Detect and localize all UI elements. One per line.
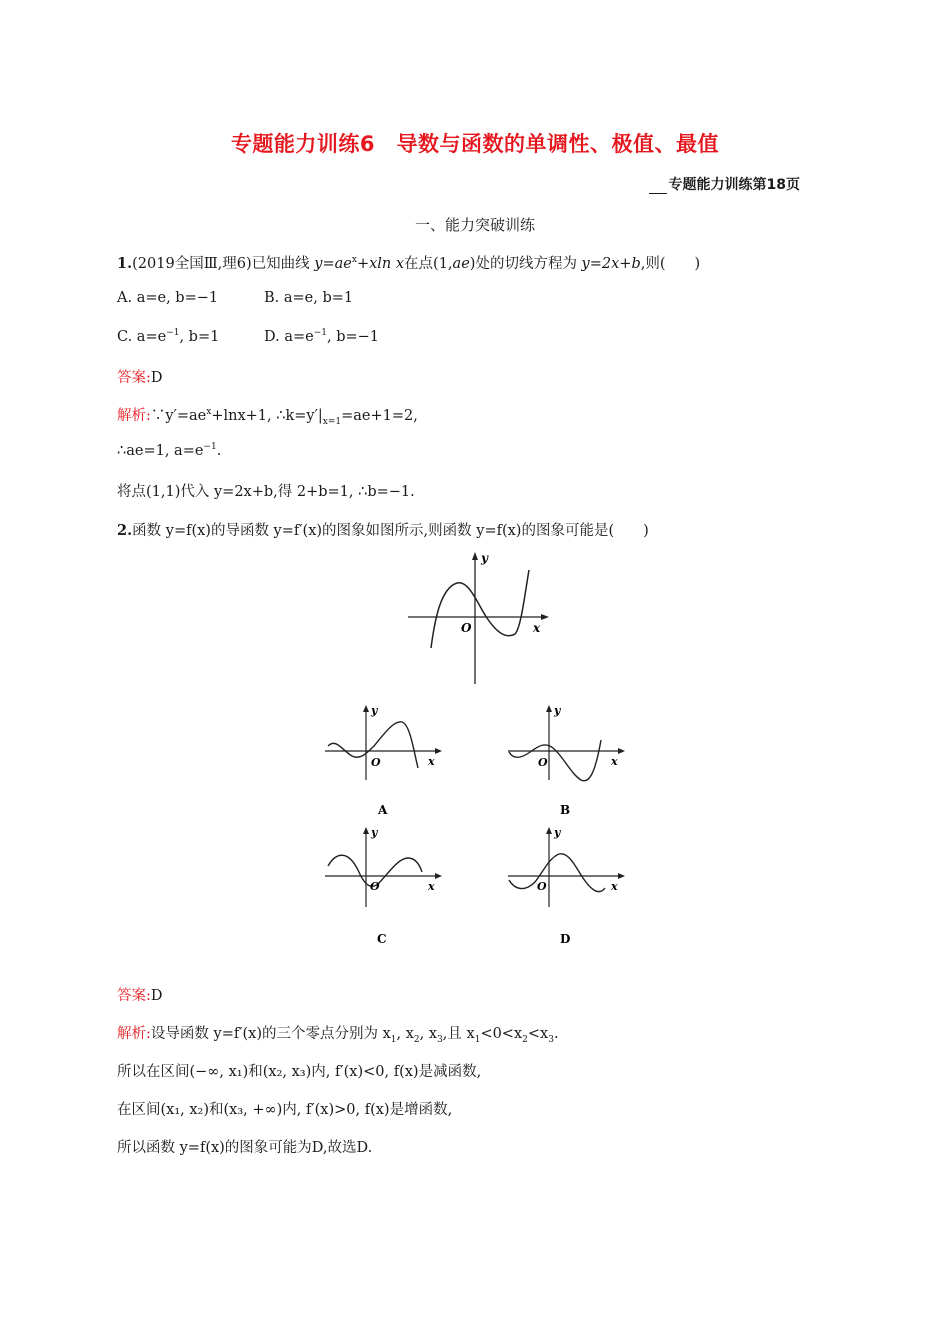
x-axis-arrow [618, 748, 625, 754]
option-text: D. a=e [264, 328, 314, 345]
analysis-label: 解析: [117, 1026, 151, 1042]
subscript: 2 [413, 1034, 420, 1045]
point-coordinate: ae [452, 256, 470, 272]
y-axis-label: y [554, 826, 561, 839]
analysis-text: =ae+1=2, [341, 408, 418, 424]
origin-label: O [370, 880, 380, 893]
y-axis-arrow [363, 705, 369, 712]
q2-analysis-line-4: 所以函数 y=f(x)的图象可能为D,故选D. [117, 1140, 373, 1156]
option-b-curve [509, 740, 601, 781]
y-axis-label: y [554, 704, 561, 717]
stem-text: ,则( ) [640, 256, 701, 272]
analysis-text: 设导函数 y=f′(x)的三个零点分别为 x [150, 1026, 391, 1042]
x-axis-arrow [618, 873, 625, 879]
x-axis-label: x [611, 755, 618, 768]
question-source: (2019全国Ⅲ,理6) [132, 256, 252, 272]
origin-label: O [538, 756, 548, 769]
analysis-label: 解析: [117, 408, 151, 424]
option-d-curve [509, 854, 605, 892]
option-c [117, 328, 219, 345]
tangent-equation: y=2x+b [581, 256, 641, 272]
x-axis-label: x [533, 621, 541, 635]
option-c-graph [322, 822, 447, 947]
stem-text: 函数 y=f(x)的导函数 y=f′(x)的图象如图所示,则函数 y=f(x)的图象可能是( ) [132, 523, 649, 539]
subscript: 1 [474, 1034, 481, 1045]
exponent: −1 [166, 328, 180, 338]
q2-analysis-line-3: 在区间(x₁, x₂)和(x₃, +∞)内, f′(x)>0, f(x)是增函数, [117, 1102, 453, 1118]
curve-expression: y=ae [314, 256, 352, 272]
subscript: 3 [548, 1034, 554, 1045]
y-axis-label: y [371, 704, 378, 717]
q1-analysis-line-3: 将点(1,1)代入 y=2x+b,得 2+b=1, ∴b=−1. [117, 484, 415, 500]
derivative-curve [431, 570, 529, 648]
answer-value: D [150, 370, 163, 386]
exponent: x [206, 407, 212, 418]
q2-answer [117, 984, 163, 1005]
stem-text: 已知曲线 [251, 256, 315, 272]
option-b: B. a=e, b=1 [264, 290, 354, 306]
q1-answer [117, 366, 163, 387]
x-axis-label: x [428, 880, 435, 893]
option-b-graph [505, 702, 630, 822]
option-d [264, 328, 379, 345]
stem-text: )处的切线方程为 [469, 256, 582, 272]
answer-label: 答案: [117, 370, 151, 386]
option-a-graph [322, 702, 447, 822]
answer-value: D [150, 988, 163, 1004]
page-title: 专题能力训练6 导数与函数的单调性、极值、最值 [230, 132, 720, 156]
option-b-label: B [560, 803, 571, 817]
underline-blank [649, 179, 667, 194]
option-d-graph [505, 822, 630, 947]
y-axis-label: y [371, 826, 378, 839]
subscript: 3 [437, 1034, 443, 1045]
exponent: x [351, 255, 357, 266]
exponent: −1 [203, 442, 217, 452]
origin-label: O [537, 880, 547, 893]
subscript: x=1 [322, 416, 342, 427]
analysis-text: , x [396, 1026, 414, 1042]
y-axis-arrow [363, 827, 369, 834]
subscript: 2 [522, 1034, 528, 1045]
question-2-stem [117, 519, 649, 540]
q1-analysis-line-2 [117, 442, 221, 459]
stem-text: 在点(1, [404, 256, 453, 272]
question-number: 1. [117, 255, 133, 272]
y-axis-arrow [546, 827, 552, 834]
x-axis-label: x [428, 755, 435, 768]
x-axis-arrow [541, 614, 549, 620]
origin-label: O [461, 621, 472, 635]
question-number: 2. [117, 522, 133, 539]
analysis-text: ∵y′=ae [150, 408, 207, 424]
answer-label: 答案: [117, 988, 151, 1004]
section-heading: 一、能力突破训练 [414, 216, 535, 234]
analysis-text: <x [527, 1026, 549, 1042]
exponent: −1 [313, 328, 327, 338]
option-d-label: D [560, 932, 571, 946]
option-text: , b=−1 [326, 328, 380, 345]
x-axis-label: x [611, 880, 618, 893]
question-1-stem [117, 252, 700, 273]
q1-analysis-line-1 [117, 404, 418, 427]
option-a: A. a=e, b=−1 [117, 290, 219, 306]
page-reference-text: 专题能力训练第18页 [668, 177, 800, 193]
y-axis-arrow [472, 552, 478, 560]
analysis-text: , x [419, 1026, 438, 1042]
q2-analysis-line-2: 所以在区间(−∞, x₁)和(x₂, x₃)内, f′(x)<0, f(x)是减函数, [117, 1064, 482, 1080]
curve-expression-tail: +xln x [356, 256, 405, 272]
subscript: 1 [390, 1034, 397, 1045]
option-text: C. a=e [117, 328, 167, 345]
q2-analysis-line-1 [117, 1022, 559, 1045]
x-axis-arrow [435, 873, 442, 879]
option-c-label: C [377, 932, 387, 946]
analysis-text: ,且 x [442, 1026, 475, 1042]
analysis-text: . [553, 1026, 559, 1042]
origin-label: O [371, 756, 381, 769]
derivative-graph [405, 548, 555, 686]
y-axis-label: y [481, 551, 488, 565]
analysis-text: . [216, 442, 222, 459]
page-reference [649, 174, 800, 194]
y-axis-arrow [546, 705, 552, 712]
option-text: , b=1 [179, 328, 220, 345]
analysis-text: ∴ae=1, a=e [117, 442, 204, 459]
option-a-label: A [378, 803, 388, 817]
analysis-text: <0<x [480, 1026, 523, 1042]
analysis-text: +lnx+1, ∴k=y′| [211, 408, 323, 424]
x-axis-arrow [435, 748, 442, 754]
